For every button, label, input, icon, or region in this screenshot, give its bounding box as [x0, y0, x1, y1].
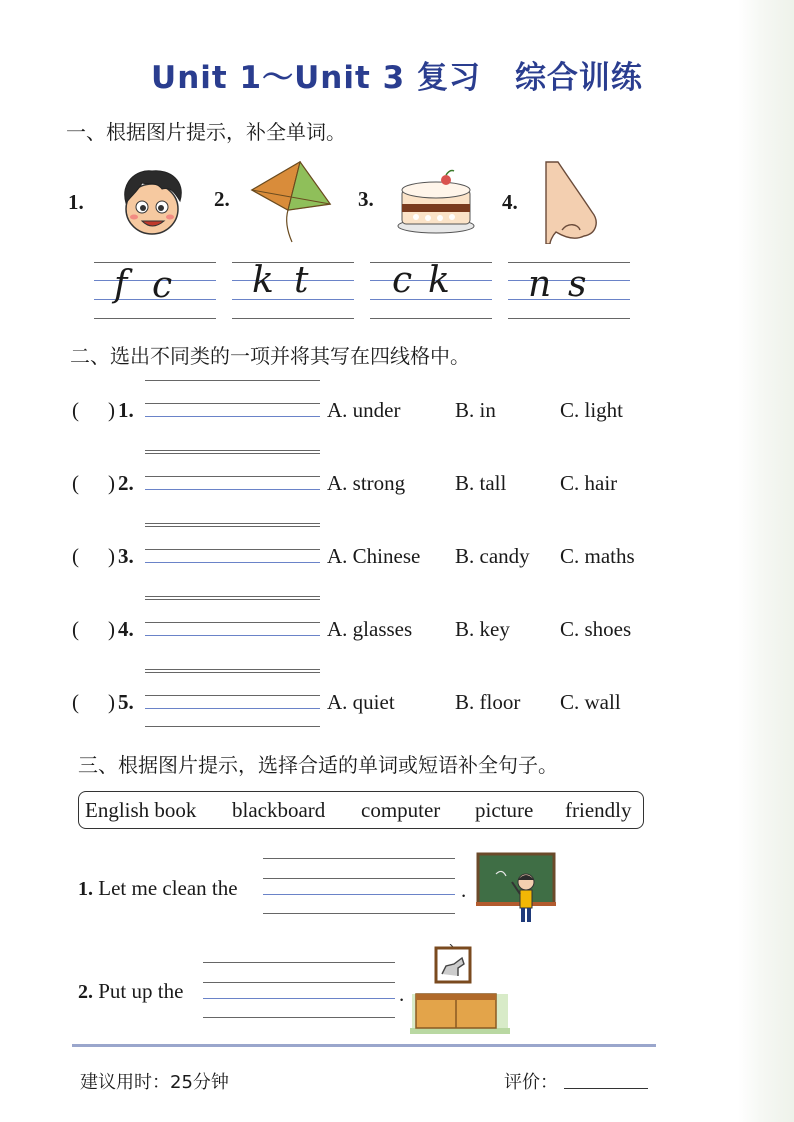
- s2-paren-close-5: ): [108, 690, 115, 714]
- s2-num-3: 3.: [118, 544, 134, 568]
- s2-paren-open-2: (: [72, 471, 79, 495]
- s2-grid-2[interactable]: [145, 453, 320, 525]
- s3-num-2: 2.: [78, 981, 93, 1003]
- s3-grid-1[interactable]: [263, 858, 455, 914]
- s3-end-1: .: [461, 878, 467, 902]
- s2-grid-3[interactable]: [145, 526, 320, 598]
- word-english-book: English book: [85, 798, 197, 822]
- s1-letter-2b: t: [294, 260, 309, 301]
- word-computer: computer: [361, 798, 441, 822]
- s1-grid-1[interactable]: [94, 262, 216, 320]
- s2-paren-open-4: (: [72, 617, 79, 641]
- section1-heading: 一、根据图片提示，补全单词。: [66, 120, 346, 144]
- s1-grid-4[interactable]: [508, 262, 630, 320]
- kite-icon: [248, 160, 334, 244]
- suggested-time: 建议用时：25分钟: [80, 1072, 229, 1093]
- s2-grid-4[interactable]: [145, 599, 320, 671]
- s1-grid-2[interactable]: [232, 262, 354, 320]
- s2-opt-4c[interactable]: C. shoes: [560, 617, 632, 641]
- s2-opt-1c[interactable]: C. light: [560, 398, 624, 422]
- word-picture: picture: [475, 798, 534, 822]
- s1-letter-4b: s: [568, 264, 587, 305]
- picture-on-wall-icon: [410, 944, 510, 1036]
- section3-heading: 三、根据图片提示，选择合适的单词或短语补全句子。: [78, 753, 558, 777]
- s1-letter-4a: n: [528, 264, 552, 305]
- s3-text-1: Let me clean the: [98, 876, 238, 900]
- s1-letter-2a: k: [252, 260, 274, 301]
- word-bank: [78, 791, 644, 829]
- s2-opt-4b[interactable]: B. key: [455, 617, 510, 641]
- s2-opt-2c[interactable]: C. hair: [560, 471, 618, 495]
- boy-face-icon: [112, 165, 192, 237]
- s2-num-2: 2.: [118, 471, 134, 495]
- cake-icon: [396, 168, 476, 234]
- s2-opt-3b[interactable]: B. candy: [455, 544, 530, 568]
- title-part1: Unit 1～Unit 3 复习: [151, 60, 481, 96]
- s2-opt-5b[interactable]: B. floor: [455, 690, 521, 714]
- s2-opt-3a[interactable]: A. Chinese: [327, 544, 421, 568]
- s3-sentence-1: [78, 876, 238, 901]
- s1-letter-3b: k: [428, 260, 450, 301]
- s2-opt-1b[interactable]: B. in: [455, 398, 496, 422]
- s2-paren-close-1: ): [108, 398, 115, 422]
- rating-blank[interactable]: [564, 1088, 648, 1089]
- s1-num-2: 2.: [214, 187, 230, 211]
- s2-num-1: 1.: [118, 398, 134, 422]
- s3-text-2: Put up the: [98, 979, 184, 1003]
- s2-paren-open-1: (: [72, 398, 79, 422]
- s2-num-4: 4.: [118, 617, 134, 641]
- s3-grid-2[interactable]: [203, 962, 395, 1018]
- s2-opt-5a[interactable]: A. quiet: [327, 690, 395, 714]
- s2-paren-open-3: (: [72, 544, 79, 568]
- s2-paren-close-4: ): [108, 617, 115, 641]
- s2-grid-1[interactable]: [145, 380, 320, 452]
- boy-at-blackboard-icon: [476, 852, 556, 926]
- s1-letter-1a: f: [114, 264, 128, 305]
- s2-opt-5c[interactable]: C. wall: [560, 690, 621, 714]
- s1-num-3: 3.: [358, 187, 374, 211]
- footer-divider: [72, 1044, 656, 1047]
- s1-num-4: 4.: [502, 190, 518, 214]
- word-friendly: friendly: [565, 798, 632, 822]
- page-title: [0, 52, 794, 97]
- s1-letter-3a: c: [392, 260, 413, 301]
- s1-grid-3[interactable]: [370, 262, 492, 320]
- s2-opt-1a[interactable]: A. under: [327, 398, 401, 422]
- s1-letter-1b: c: [152, 265, 173, 306]
- rating-label: 评价：: [504, 1072, 558, 1093]
- s3-num-1: 1.: [78, 878, 93, 900]
- s2-opt-3c[interactable]: C. maths: [560, 544, 635, 568]
- s2-num-5: 5.: [118, 690, 134, 714]
- s3-end-2: .: [399, 982, 405, 1006]
- word-blackboard: blackboard: [232, 798, 326, 822]
- title-part2: 综合训练: [514, 60, 643, 96]
- s2-grid-5[interactable]: [145, 672, 320, 728]
- s1-num-1: 1.: [68, 190, 84, 214]
- s2-opt-2b[interactable]: B. tall: [455, 471, 507, 495]
- page-edge-shade: [738, 0, 794, 1122]
- s2-paren-open-5: (: [72, 690, 79, 714]
- s2-opt-2a[interactable]: A. strong: [327, 471, 406, 495]
- s3-sentence-2: [78, 979, 183, 1004]
- nose-icon: [544, 160, 604, 244]
- section2-heading: 二、选出不同类的一项并将其写在四线格中。: [70, 344, 470, 368]
- s2-opt-4a[interactable]: A. glasses: [327, 617, 413, 641]
- s2-paren-close-2: ): [108, 471, 115, 495]
- s2-paren-close-3: ): [108, 544, 115, 568]
